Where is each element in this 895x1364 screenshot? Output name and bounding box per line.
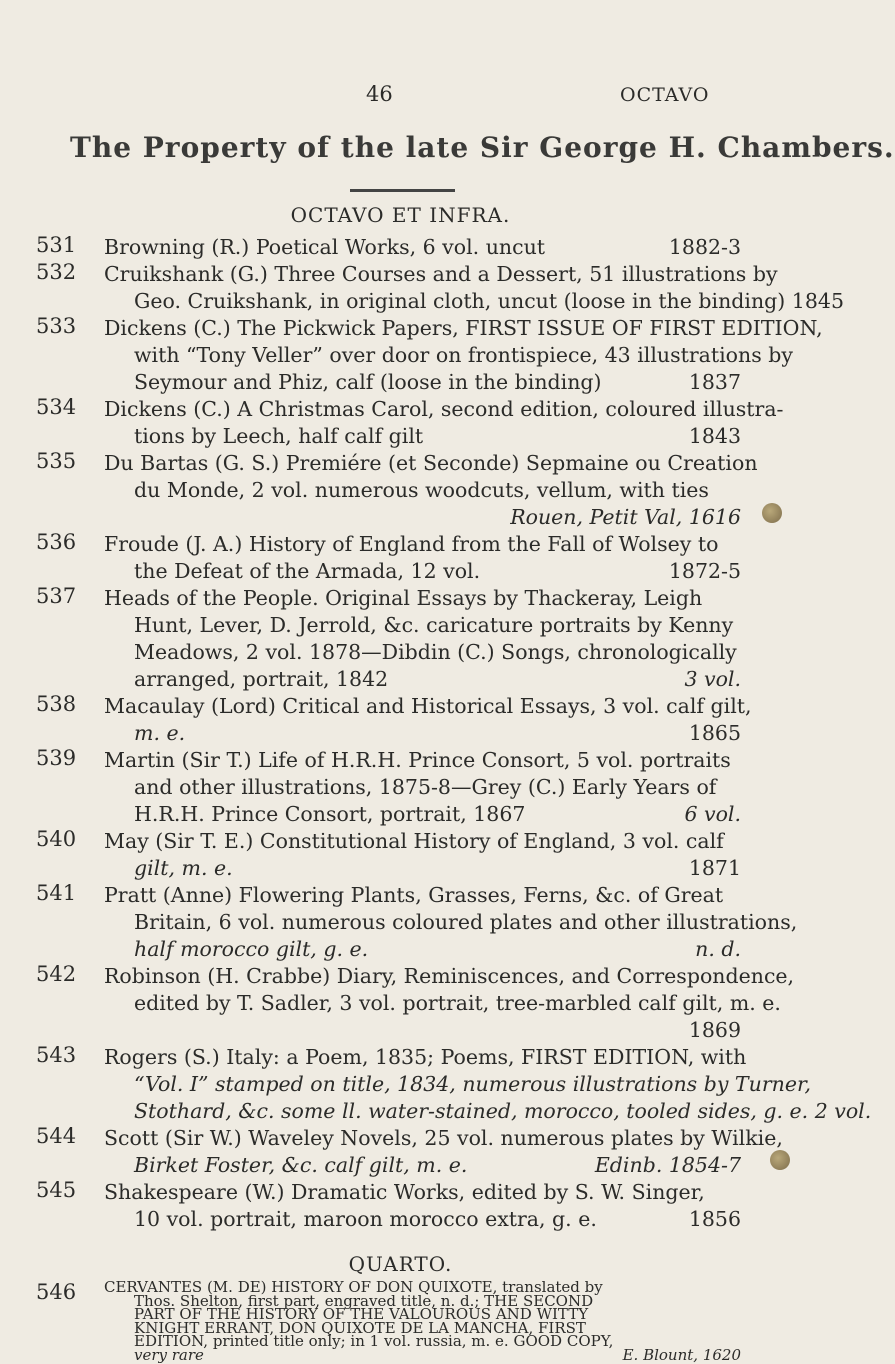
lot-number: 531 [36, 233, 77, 257]
entry-line: Cruikshank (G.) Three Courses and a Dessert, 51 illustrations by [104, 262, 778, 286]
page-header [0, 82, 801, 112]
entry-imprint: Edinb. 1854-7 [594, 1153, 741, 1177]
entry-imprint: E. Blount, 1620 [622, 1346, 741, 1364]
ownership-stamp: The Property of the late Sir George H. Chambers. [70, 131, 895, 164]
entry-line: Martin (Sir T.) Life of H.R.H. Prince Consort, 5 vol. portraits [104, 748, 731, 772]
entry-line: half morocco gilt, g. e. [134, 937, 369, 961]
entry-date: 1865 [688, 721, 741, 745]
entry-date: n. d. [695, 937, 741, 961]
lot-number: 546 [36, 1280, 77, 1304]
lot-number: 545 [36, 1178, 77, 1202]
entry-line: gilt, m. e. [134, 856, 233, 880]
entry-line: Meadows, 2 vol. 1878—Dibdin (C.) Songs, chronologically [134, 640, 737, 664]
entry-line: Dickens (C.) A Christmas Carol, second edition, coloured illustra- [104, 397, 784, 421]
lot-number: 533 [36, 314, 77, 338]
lot-number: 534 [36, 395, 77, 419]
entry-line: Macaulay (Lord) Critical and Historical Essays, 3 vol. calf gilt, [104, 694, 752, 718]
lot-number: 535 [36, 449, 77, 473]
lot-number: 538 [36, 692, 77, 716]
entry-line: EDITION, printed title only; in 1 vol. russia, m. e. GOOD COPY, [134, 1332, 614, 1350]
heading-rule [350, 189, 455, 192]
entry-imprint: Rouen, Petit Val, 1616 [510, 505, 741, 529]
lot-number: 542 [36, 962, 77, 986]
entry-line: tions by Leech, half calf gilt [134, 424, 424, 448]
entry-line: Birket Foster, &c. calf gilt, m. e. [134, 1153, 468, 1177]
entry-line: Stothard, &c. some ll. water-stained, morocco, tooled sides, g. e. 2 vol. [134, 1099, 872, 1123]
entry-date: 1882-3 [668, 235, 741, 259]
page-section-title: OCTAVO [620, 84, 710, 106]
lot-number: 544 [36, 1124, 77, 1148]
entry-line: m. e. [134, 721, 186, 745]
lot-number: 541 [36, 881, 77, 905]
entry-line: Froude (J. A.) History of England from the Fall of Wolsey to [104, 532, 719, 556]
entry-line: KNIGHT ERRANT, DON QUIXOTE DE LA MANCHA, FIRST [134, 1319, 586, 1337]
lot-number: 543 [36, 1043, 77, 1067]
entry-line: very rare [134, 1346, 204, 1364]
entry-line: Browning (R.) Poetical Works, 6 vol. uncut [104, 235, 546, 259]
entry-line: Scott (Sir W.) Waveley Novels, 25 vol. numerous plates by Wilkie, [104, 1126, 783, 1150]
entry-line: “Vol. I” stamped on title, 1834, numerous illustrations by Turner, [134, 1072, 812, 1096]
entry-line: Seymour and Phiz, calf (loose in the binding) [134, 370, 602, 394]
lot-number: 540 [36, 827, 77, 851]
entry-line: with “Tony Veller” over door on frontispiece, 43 illustrations by [134, 343, 793, 367]
paper-stain-ornament [770, 1150, 790, 1170]
entry-line: edited by T. Sadler, 3 vol. portrait, tree-marbled calf gilt, m. e. [134, 991, 781, 1015]
section-heading-octavo: OCTAVO ET INFRA. [290, 203, 511, 227]
section-heading-quarto: QUARTO. [348, 1252, 453, 1276]
entry-line: H.R.H. Prince Consort, portrait, 1867 [134, 802, 526, 826]
paper-stain-ornament [762, 503, 782, 523]
entry-line: Rogers (S.) Italy: a Poem, 1835; Poems, FIRST EDITION, with [104, 1045, 747, 1069]
entry-volumes: 6 vol. [684, 802, 741, 826]
lot-number: 539 [36, 746, 77, 770]
entry-line: PART OF THE HISTORY OF THE VALOUROUS AND WITTY [134, 1305, 589, 1323]
lot-number: 537 [36, 584, 77, 608]
entry-date: 1872-5 [668, 559, 741, 583]
entry-line: 10 vol. portrait, maroon morocco extra, g. e. [134, 1207, 597, 1231]
entry-volumes: 3 vol. [684, 667, 741, 691]
entry-line: Shakespeare (W.) Dramatic Works, edited by S. W. Singer, [104, 1180, 705, 1204]
entry-line: Hunt, Lever, D. Jerrold, &c. caricature portraits by Kenny [134, 613, 734, 637]
entry-date: 1837 [688, 370, 741, 394]
entry-line: CERVANTES (M. DE) HISTORY OF DON QUIXOTE, translated by [104, 1278, 603, 1296]
entry-line: Heads of the People. Original Essays by Thackeray, Leigh [104, 586, 703, 610]
entry-date: 1869 [688, 1018, 741, 1042]
entry-line: and other illustrations, 1875-8—Grey (C.) Early Years of [134, 775, 717, 799]
page-number: 46 [366, 82, 393, 106]
entry-date: 1843 [688, 424, 741, 448]
entry-date: 1856 [688, 1207, 741, 1231]
entry-line: Pratt (Anne) Flowering Plants, Grasses, Ferns, &c. of Great [104, 883, 724, 907]
entry-line: Robinson (H. Crabbe) Diary, Reminiscences, and Correspondence, [104, 964, 795, 988]
lot-number: 532 [36, 260, 77, 284]
entry-line: du Monde, 2 vol. numerous woodcuts, vellum, with ties [134, 478, 709, 502]
entry-line: Dickens (C.) The Pickwick Papers, FIRST ISSUE OF FIRST EDITION, [104, 316, 823, 340]
entry-line: May (Sir T. E.) Constitutional History of England, 3 vol. calf [104, 829, 724, 853]
entry-line: arranged, portrait, 1842 [134, 667, 389, 691]
entry-line: Du Bartas (G. S.) Premiére (et Seconde) Sepmaine ou Creation [104, 451, 758, 475]
entry-date: 1871 [688, 856, 741, 880]
entry-line: the Defeat of the Armada, 12 vol. [134, 559, 481, 583]
lot-number: 536 [36, 530, 77, 554]
entry-line: Britain, 6 vol. numerous coloured plates and other illustrations, [134, 910, 798, 934]
entry-line: Thos. Shelton, first part, engraved title, n. d.; THE SECOND [134, 1292, 594, 1310]
entry-line: Geo. Cruikshank, in original cloth, uncut (loose in the binding) 1845 [134, 289, 844, 313]
